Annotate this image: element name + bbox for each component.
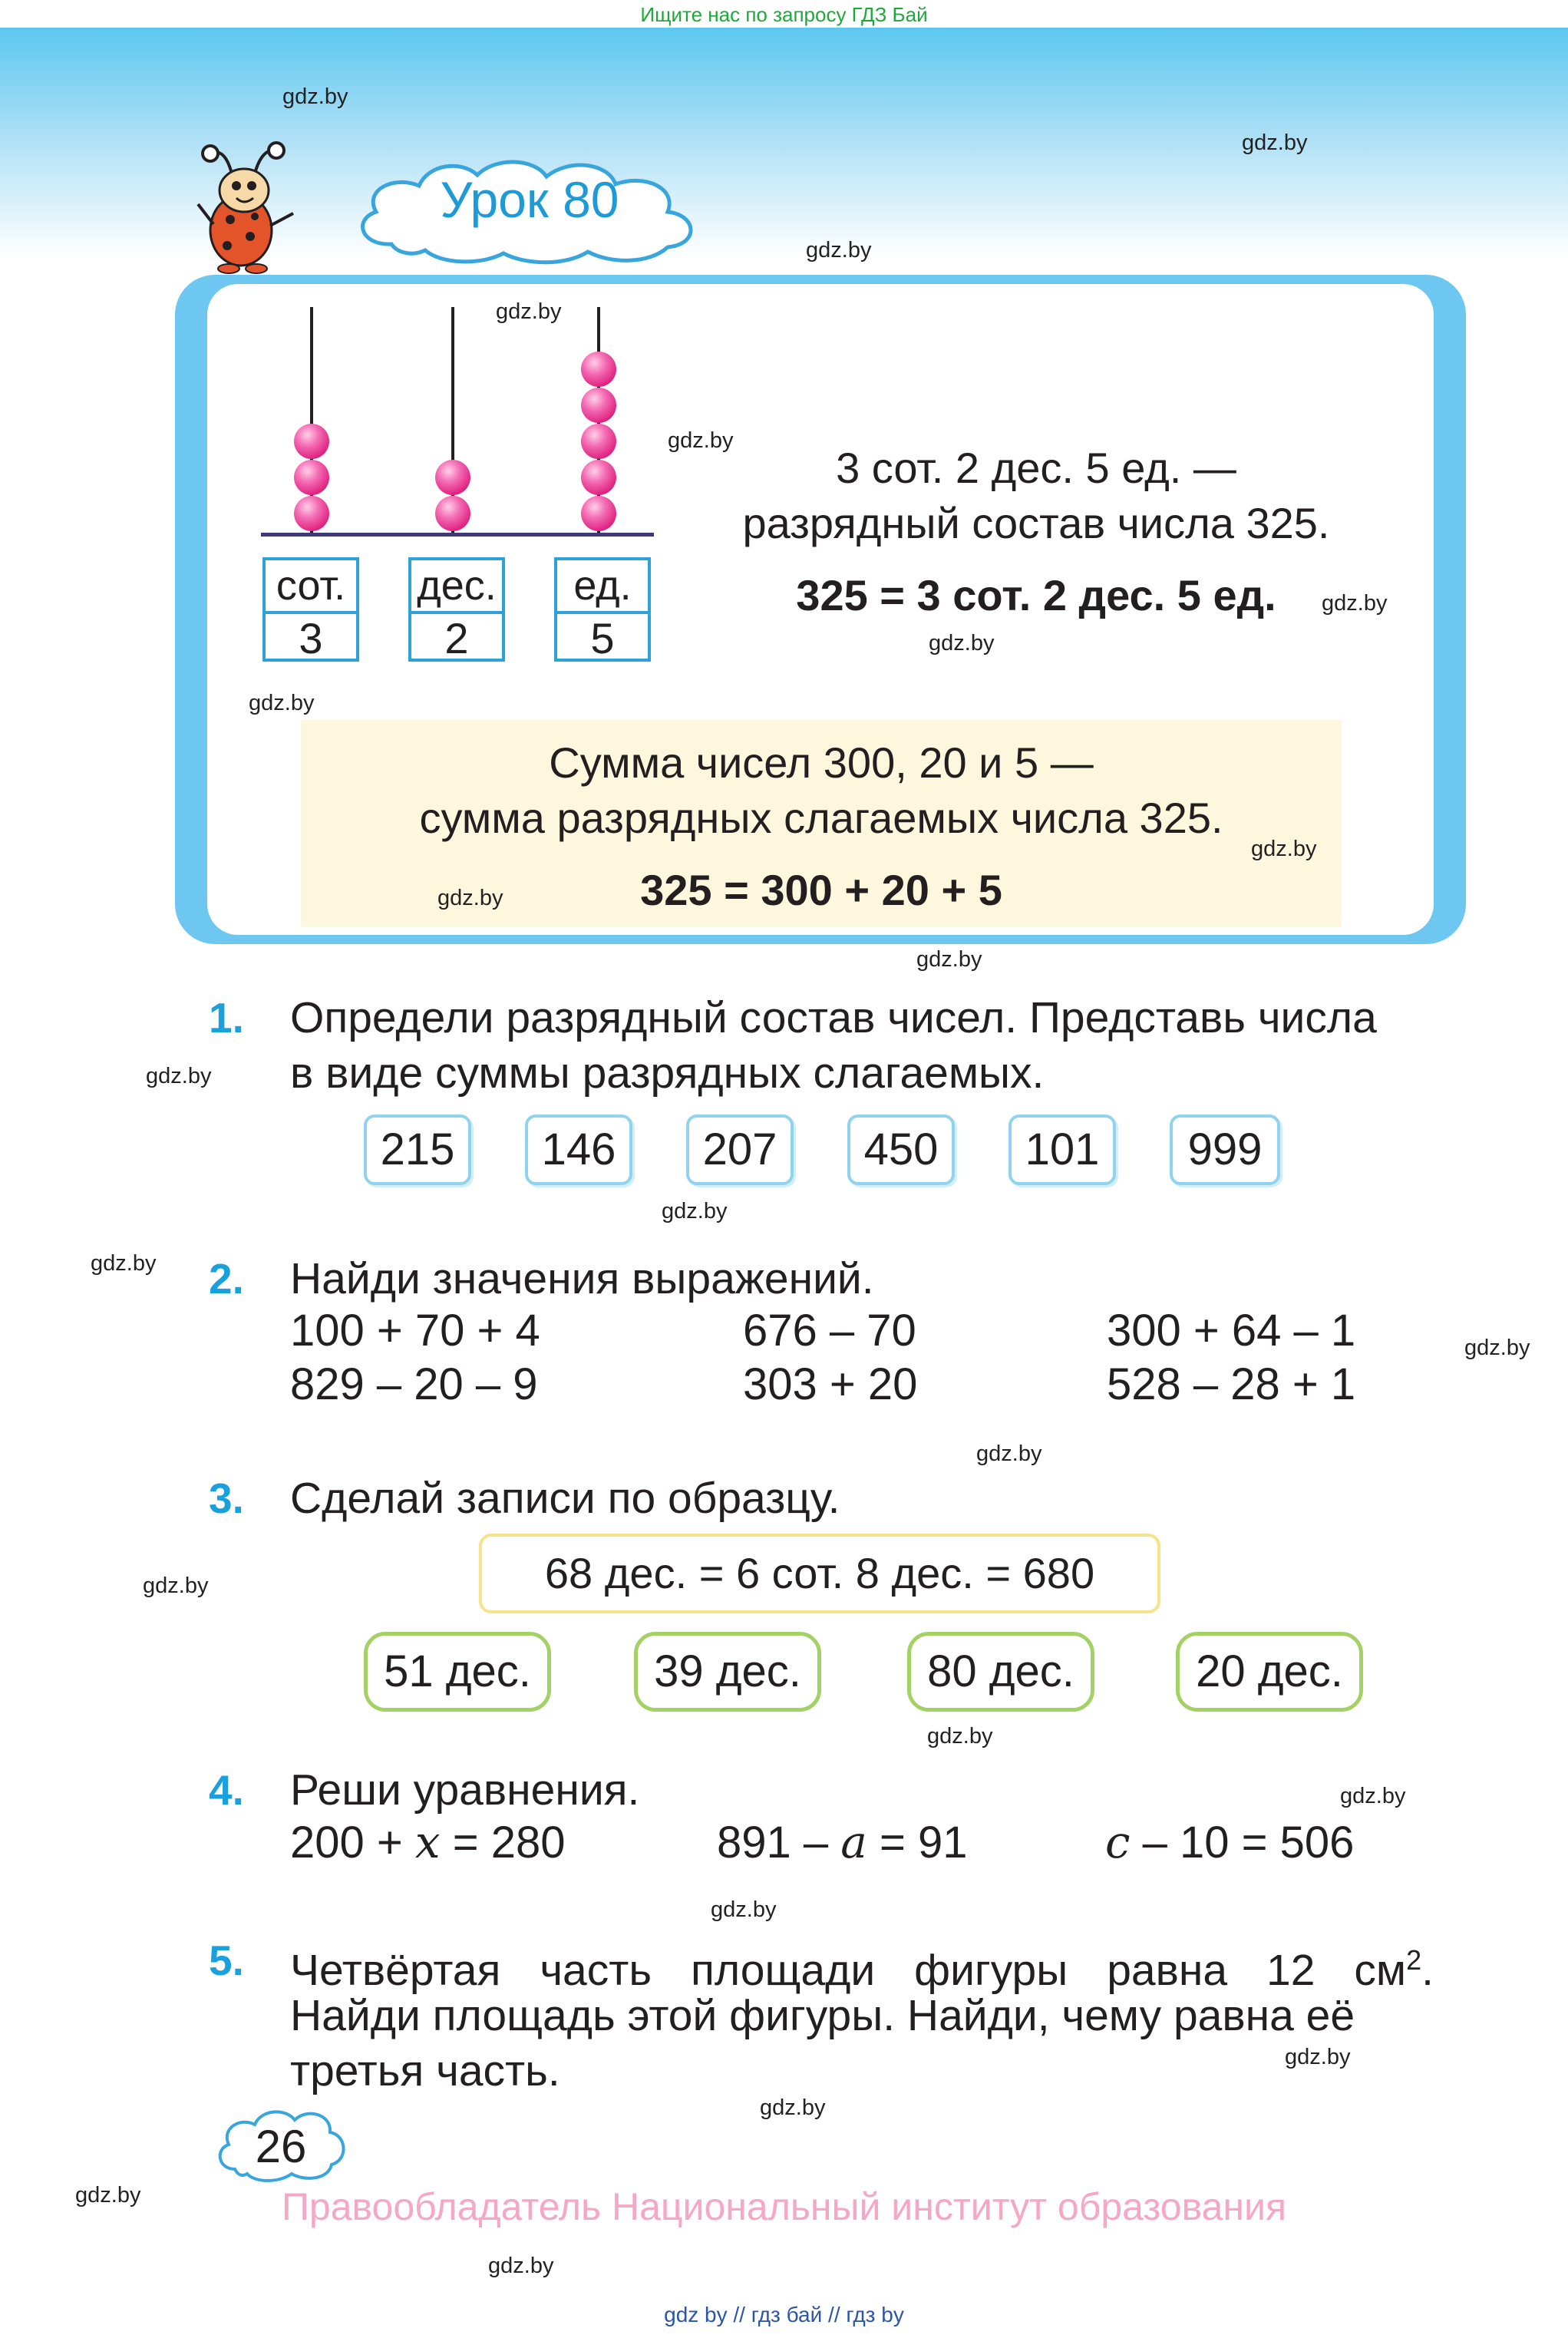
place-value: 2	[444, 614, 469, 662]
watermark: gdz.by	[91, 1251, 157, 1276]
place-box-tens	[408, 557, 505, 662]
number-box: 146	[525, 1115, 632, 1185]
watermark: gdz.by	[927, 1724, 993, 1749]
equation	[290, 1816, 565, 1868]
number-box: 101	[1008, 1115, 1116, 1185]
abacus-bead	[294, 424, 329, 459]
watermark: gdz.by	[1464, 1336, 1530, 1360]
expression: 303 + 20	[743, 1359, 918, 1409]
abacus-bead	[435, 460, 470, 495]
place-header: сот.	[266, 560, 356, 614]
task-2-title: Найди значения выражений.	[290, 1254, 874, 1303]
abacus-bead	[435, 496, 470, 531]
abacus-base	[261, 533, 654, 537]
tens-box: 80 дес.	[907, 1632, 1094, 1712]
place-value: 3	[299, 614, 323, 662]
task-3-number: 3.	[209, 1474, 244, 1522]
watermark: gdz.by	[1340, 1784, 1406, 1808]
watermark: gdz.by	[488, 2254, 554, 2278]
equation-right: = 280	[440, 1818, 566, 1867]
equation-variable: a	[840, 1816, 867, 1868]
task-1-line-1: Определи разрядный состав чисел. Представь числа	[290, 993, 1377, 1042]
abacus-bead	[581, 496, 616, 531]
sum-formula: 325 = 300 + 20 + 5	[640, 866, 1002, 914]
watermark: gdz.by	[146, 1064, 212, 1088]
watermark: gdz.by	[760, 2095, 826, 2120]
watermark: gdz.by	[929, 631, 995, 655]
watermark: gdz.by	[662, 1199, 728, 1223]
watermark: gdz.by	[1322, 591, 1388, 616]
task-5-line-1-text: Четвёртая часть площади фигуры равна 12 см	[290, 1946, 1407, 1995]
watermark: gdz.by	[75, 2183, 141, 2208]
composition-formula: 325 = 3 сот. 2 дес. 5 ед.	[796, 571, 1276, 619]
place-header: дес.	[411, 560, 502, 614]
number-box: 450	[847, 1115, 955, 1185]
watermark: gdz.by	[711, 1897, 777, 1922]
task-5-line-3: третья часть.	[290, 2046, 560, 2095]
superscript: 2	[1406, 1944, 1422, 1976]
watermark: gdz.by	[916, 947, 982, 972]
site-links[interactable]: gdz by // гдз бай // гдз by	[664, 2303, 904, 2326]
number-box: 999	[1170, 1115, 1280, 1185]
abacus-bead	[581, 424, 616, 459]
task-2-number: 2.	[209, 1255, 244, 1303]
copyright-notice: Правообладатель Национальный институт образования	[281, 2185, 1287, 2228]
tens-box: 20 дес.	[1176, 1632, 1363, 1712]
abacus-bead	[294, 460, 329, 495]
task-5-line-2: Найди площадь этой фигуры. Найди, чему равна её	[290, 1991, 1355, 2040]
watermark: gdz.by	[806, 238, 872, 263]
equation	[1105, 1816, 1354, 1868]
task-1-line-2: в виде суммы разрядных слагаемых.	[290, 1048, 1045, 1098]
watermark: gdz.by	[668, 428, 734, 453]
abacus-bead	[581, 460, 616, 495]
watermark: gdz.by	[1285, 2045, 1351, 2069]
watermark: gdz.by	[249, 691, 315, 715]
lesson-title: Урок 80	[440, 171, 619, 228]
task-5-line-1-end: .	[1421, 1946, 1434, 1995]
ladybug-mascot-icon	[193, 140, 305, 278]
expression: 829 – 20 – 9	[290, 1359, 538, 1409]
equation-right: = 91	[867, 1818, 968, 1867]
expression: 676 – 70	[743, 1306, 916, 1356]
sample-box: 68 дес. = 6 сот. 8 дес. = 680	[479, 1534, 1160, 1613]
watermark: gdz.by	[1242, 130, 1308, 155]
composition-line-2: разрядный состав числа 325.	[742, 499, 1330, 547]
expression: 100 + 70 + 4	[290, 1306, 540, 1356]
place-box-hundreds	[262, 557, 359, 662]
tens-box: 51 дес.	[364, 1632, 551, 1712]
abacus-bead	[294, 496, 329, 531]
sum-line-2: сумма разрядных слагаемых числа 325.	[419, 794, 1223, 842]
task-4-title: Реши уравнения.	[290, 1765, 640, 1815]
sum-line-1: Сумма чисел 300, 20 и 5 —	[549, 738, 1094, 787]
watermark: gdz.by	[496, 299, 562, 324]
composition-line-1: 3 сот. 2 дес. 5 ед. —	[836, 444, 1236, 492]
number-box: 215	[364, 1115, 471, 1185]
task-3-title: Сделай записи по образцу.	[290, 1474, 840, 1523]
task-4-number: 4.	[209, 1766, 244, 1814]
place-box-units	[554, 557, 651, 662]
equation-variable: x	[414, 1816, 441, 1868]
abacus-bead	[581, 388, 616, 423]
equation-variable: c	[1105, 1816, 1131, 1868]
abacus-bead	[581, 352, 616, 387]
tens-box: 39 дес.	[634, 1632, 821, 1712]
equation-left: 200 +	[290, 1818, 415, 1867]
number-box: 207	[686, 1115, 794, 1185]
task-1-number: 1.	[209, 994, 244, 1042]
page-number: 26	[255, 2121, 307, 2172]
task-5-number: 5.	[209, 1937, 244, 1984]
equation	[717, 1816, 967, 1868]
equation-right: – 10 = 506	[1130, 1818, 1355, 1867]
watermark: gdz.by	[1251, 837, 1317, 861]
watermark: gdz.by	[282, 84, 348, 109]
watermark: gdz.by	[143, 1574, 209, 1598]
watermark: gdz.by	[976, 1441, 1042, 1466]
search-note: Ищите нас по запросу ГДЗ Бай	[640, 3, 928, 26]
equation-left: 891 –	[717, 1818, 841, 1867]
place-value: 5	[590, 614, 615, 662]
place-header: ед.	[557, 560, 648, 614]
expression: 528 – 28 + 1	[1107, 1359, 1356, 1409]
watermark: gdz.by	[437, 886, 503, 910]
expression: 300 + 64 – 1	[1107, 1306, 1356, 1356]
